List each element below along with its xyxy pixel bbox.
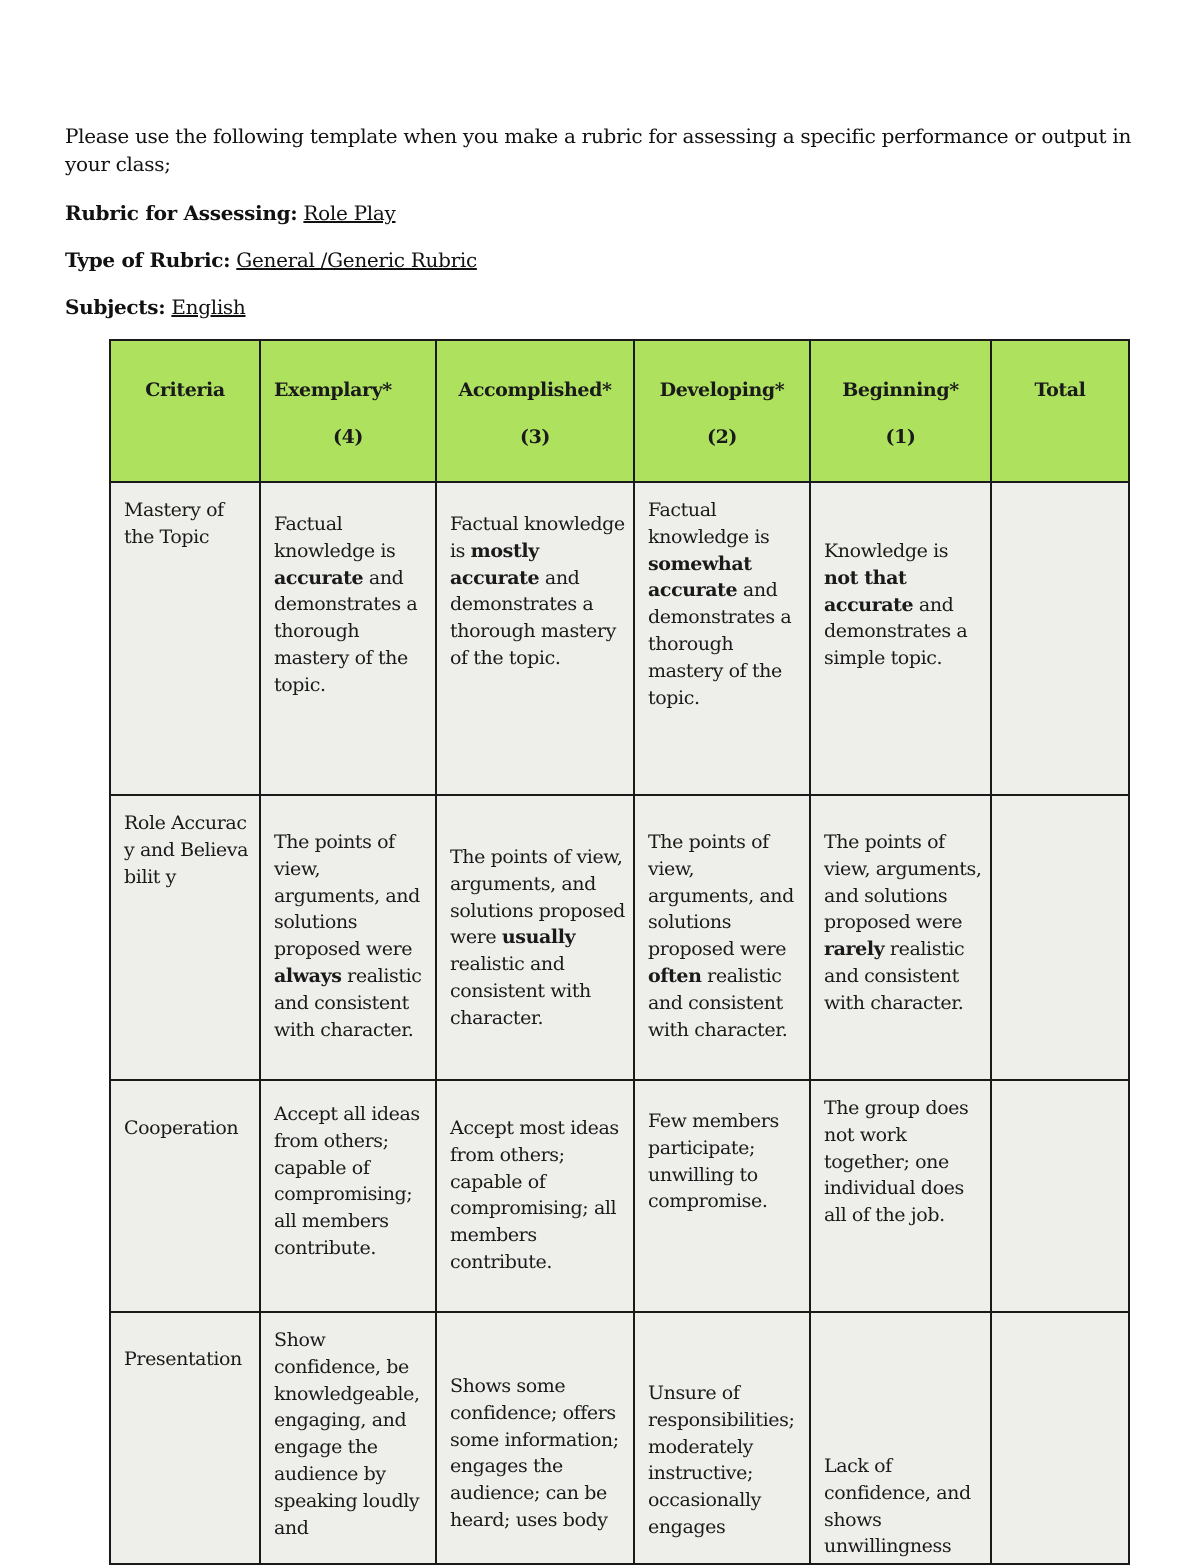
table-row: [110, 482, 1129, 795]
assessing-value: Role Play: [303, 201, 396, 225]
total-cell: [991, 482, 1129, 795]
rubric-for-assessing-line: [65, 199, 396, 227]
exemplary-cell: Factual knowledge is accurate and demonstrates a thorough mastery of the topic.: [260, 482, 436, 795]
total-cell: [991, 1312, 1129, 1564]
accomplished-cell: Shows some confidence; offers some information; engages the audience; can be heard; uses body: [436, 1312, 634, 1564]
header-developing: Developing* (2): [634, 340, 810, 482]
beginning-cell: The group does not work together; one individual does all of the job.: [810, 1080, 991, 1312]
type-label: Type of Rubric:: [65, 248, 231, 272]
table-row: [110, 795, 1129, 1080]
type-value: General /Generic Rubric: [236, 248, 477, 272]
intro-paragraph: Please use the following template when you make a rubric for assessing a specific performance or output in your class;: [65, 124, 1132, 176]
criterion-cell: Presentation: [110, 1312, 260, 1564]
developing-cell: Few members participate; unwilling to compromise.: [634, 1080, 810, 1312]
developing-cell: The points of view, arguments, and solutions proposed were often realistic and consistent with character.: [634, 795, 810, 1080]
subjects-label: Subjects:: [65, 295, 166, 319]
total-cell: [991, 1080, 1129, 1312]
exemplary-cell: Show confidence, be knowledgeable, engaging, and engage the audience by speaking loudly and: [260, 1312, 436, 1564]
type-of-rubric-line: [65, 246, 477, 274]
criterion-cell: Cooperation: [110, 1080, 260, 1312]
header-criteria: Criteria: [110, 340, 260, 482]
header-row: [110, 340, 1129, 482]
beginning-cell: Lack of confidence, and shows unwillingness: [810, 1312, 991, 1564]
exemplary-cell: The points of view, arguments, and solutions proposed were always realistic and consistent with character.: [260, 795, 436, 1080]
header-exemplary: Exemplary* (4): [260, 340, 436, 482]
header-total: Total: [991, 340, 1129, 482]
table-row: [110, 1080, 1129, 1312]
accomplished-cell: The points of view, arguments, and solutions proposed were usually realistic and consistent with character.: [436, 795, 634, 1080]
criterion-cell: Mastery of the Topic: [110, 482, 260, 795]
beginning-cell: The points of view, arguments, and solutions proposed were rarely realistic and consistent with character.: [810, 795, 991, 1080]
rubric-table: [109, 339, 1130, 1565]
subjects-line: [65, 293, 245, 321]
criterion-cell: Role Accuracy and Believabilit y: [110, 795, 260, 1080]
developing-cell: Factual knowledge is somewhat accurate and demonstrates a thorough mastery of the topic.: [634, 482, 810, 795]
header-accomplished: Accomplished* (3): [436, 340, 634, 482]
beginning-cell: Knowledge is not that accurate and demonstrates a simple topic.: [810, 482, 991, 795]
assessing-label: Rubric for Assessing:: [65, 201, 298, 225]
exemplary-cell: Accept all ideas from others; capable of compromising; all members contribute.: [260, 1080, 436, 1312]
accomplished-cell: Accept most ideas from others; capable of compromising; all members contribute.: [436, 1080, 634, 1312]
total-cell: [991, 795, 1129, 1080]
table-row: [110, 1312, 1129, 1564]
subjects-value: English: [171, 295, 246, 319]
developing-cell: Unsure of responsibilities; moderately instructive; occasionally engages: [634, 1312, 810, 1564]
accomplished-cell: Factual knowledge is mostly accurate and demonstrates a thorough mastery of the topic.: [436, 482, 634, 795]
header-beginning: Beginning* (1): [810, 340, 991, 482]
